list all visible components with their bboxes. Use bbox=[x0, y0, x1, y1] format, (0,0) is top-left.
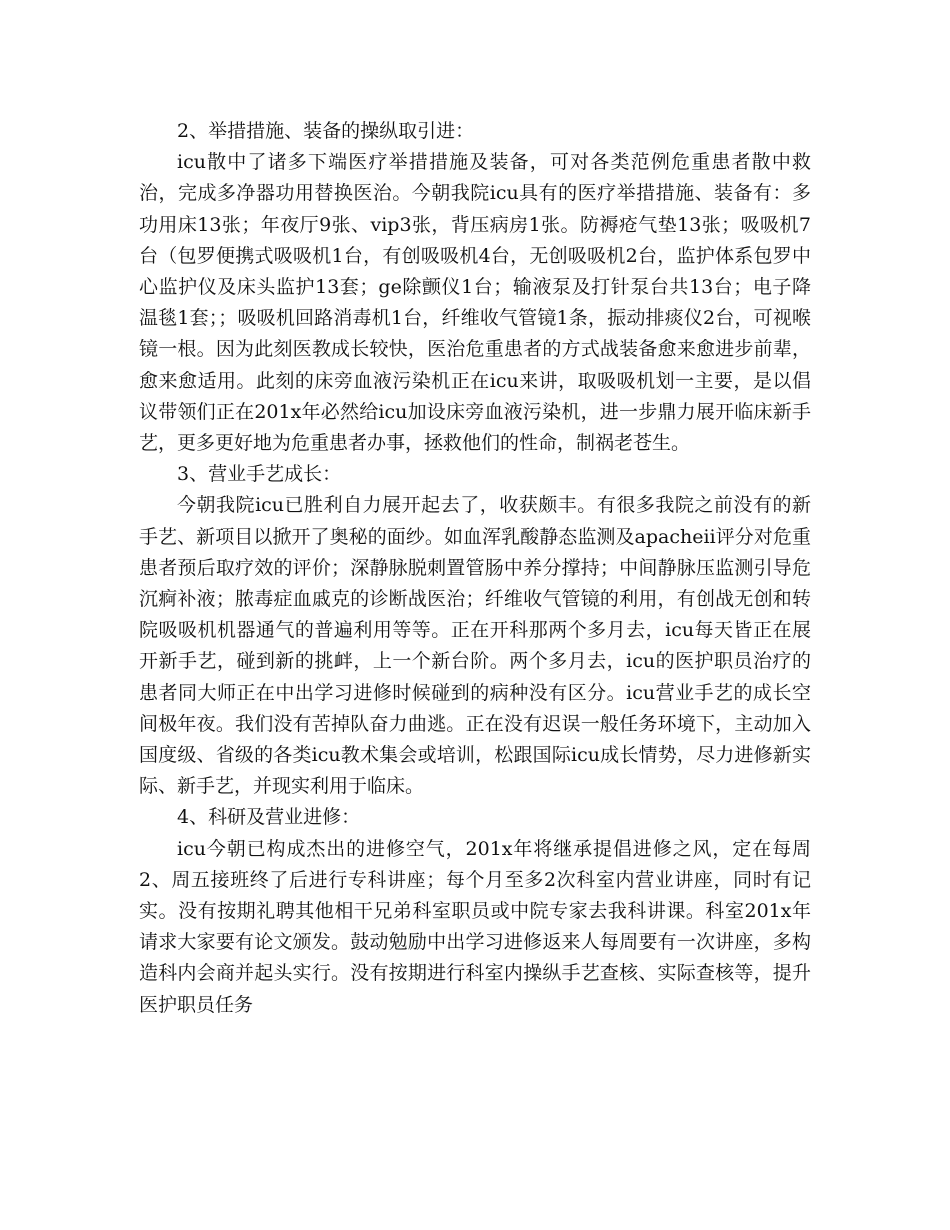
body-paragraph: 今朝我院icu已胜利自力展开起去了，收获颇丰。有很多我院之前没有的新手艺、新项目以掀开了奥秘的面纱。如血浑乳酸静态监测及apacheⅱ评分对危重患者预后取疗效的评价；深静脉脱刺置管肠中养分撑持；中间静脉压监测引导危沉痾补液；脓毒症血戚克的诊断战医治；纤维收气管镜的利用，有创战无创和转院吸吸机机器通气的普遍利用等等。正在开科那两个多月去，icu每天皆正在展开新手艺，碰到新的挑衅，上一个新台阶。两个多月去，icu的医护职员治疗的患者同大师正在中出学习进修时候碰到的病种没有区分。icu营业手艺的成长空间极年夜。我们没有苦掉队奋力曲逃。正在没有迟误一般任务环境下，主动加入国度级、省级的各类icu教术集会或培训，松跟国际icu成长情势，尽力进修新实际、新手艺，并现实利用于临床。 bbox=[139, 494, 811, 798]
document-page bbox=[139, 116, 811, 1021]
section-heading: 4、科研及营业进修： bbox=[177, 806, 361, 829]
section-heading: 2、举措措施、装备的操纵取引进： bbox=[177, 120, 475, 142]
section-heading: 3、营业手艺成长： bbox=[177, 463, 342, 486]
body-paragraph: icu散中了诸多下端医疗举措措施及装备，可对各类范例危重患者散中救治，完成多净器功用替换医治。今朝我院icu具有的医疗举措措施、装备有：多功用床13张；年夜厅9张、vip3张，背压病房1张。防褥疮气垫13张；吸吸机7台（包罗便携式吸吸机1台，有创吸吸机4台，无创吸吸机2台，监护体系包罗中心监护仪及床头监护13套；ge除颤仪1台；输液泵及打针泵台共13台；电子降温毯1套；；吸吸机回路消毒机1台，纤维收气管镜1条，振动排痰仪2台，可视喉镜一根。因为此刻医教成长较快，医治危重患者的方式战装备愈来愈进步前辈，愈来愈适用。此刻的床旁血液污染机正在icu来讲，取吸吸机划一主要，是以倡议带领们正在201x年必然给icu加设床旁血液污染机，进一步鼎力展开临床新手艺，更多更好地为危重患者办事，拯救他们的性命，制祸老苍生。 bbox=[139, 151, 811, 455]
body-paragraph: icu今朝已构成杰出的进修空气，201x年将继承提倡进修之风，定在每周2、周五接班终了后进行专科讲座；每个月至多2次科室内营业讲座，同时有记实。没有按期礼聘其他相干兄弟科室职员或中院专家去我科讲课。科室201x年请求大家要有论文颁发。鼓动勉励中出学习进修返来人每周要有一次讲座，多构造科内会商并起头实行。没有按期进行科室内操纵手艺查核、实际查核等，提升医护职员任务 bbox=[139, 837, 811, 1016]
